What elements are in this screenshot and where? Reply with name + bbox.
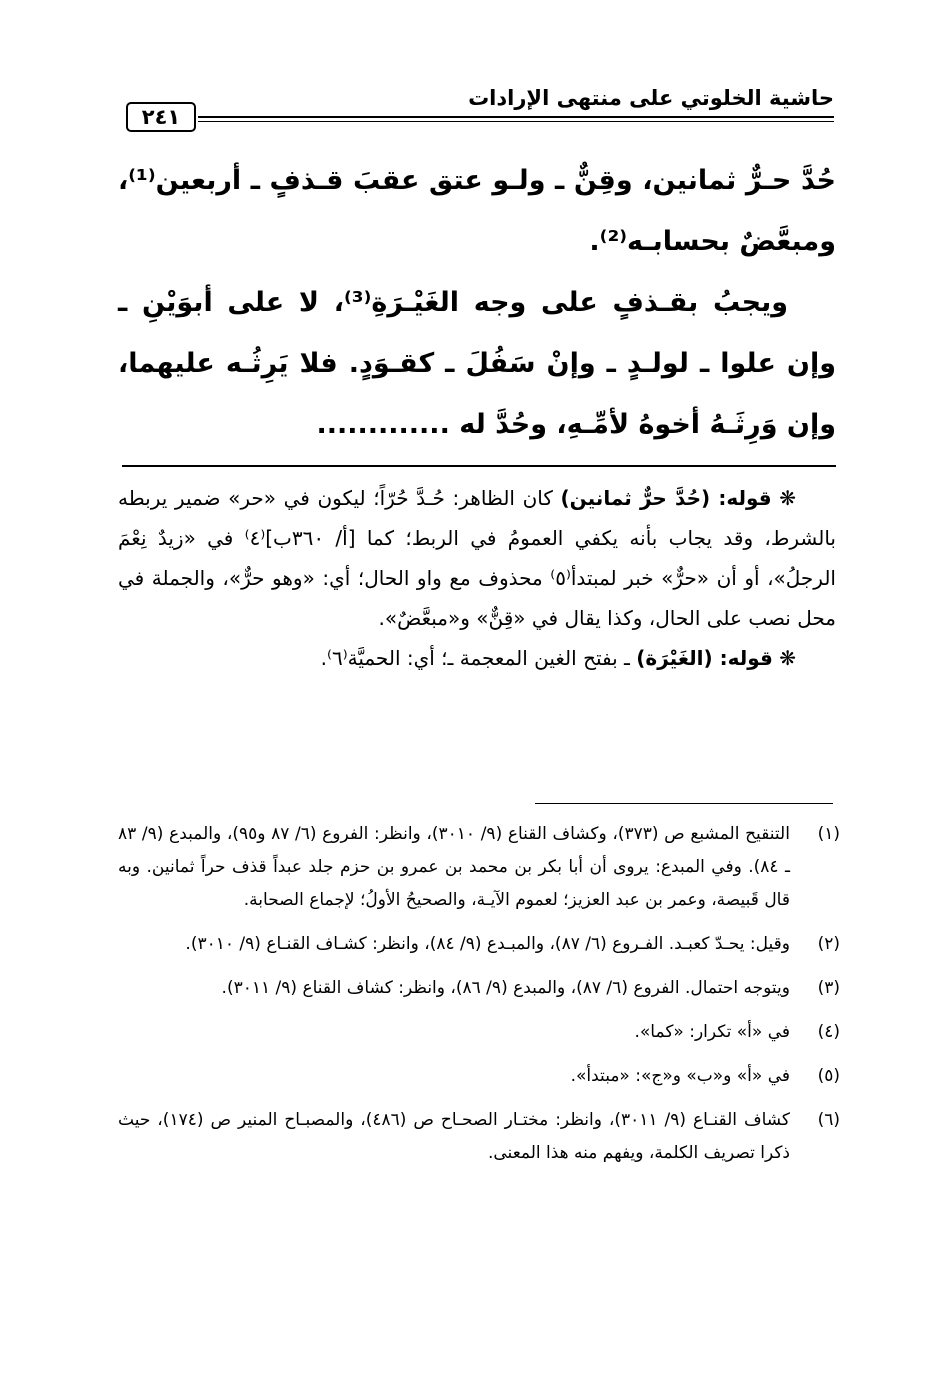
footnote-divider <box>535 803 833 804</box>
main-paragraph-2 <box>118 272 836 455</box>
footnote-number: (٦) <box>817 1110 840 1130</box>
footnote-text: وقيل: يحـدّ كعبـد. الفـروع (٦/ ٨٧)، والمبـدع (٩/ ٨٤)، وانظر: كشـاف القنـاع (٩/ ٣٠١٠). <box>185 934 790 954</box>
commentary-text-1: كان الظاهر: حُـدَّ حُرّاً؛ ليكون في «حر» ضمير يربطه بالشرط، وقد يجاب بأنه يكفي العمومُ في الربط؛ كما [أ/ ٣٦٠ب]⁽٤⁾ في «زيدٌ نِعْمَ الرجلُ»، أو أن «حرٌّ» خبر لمبتدأ⁽٥⁾ محذوف مع واو الحال؛ أي: «وهو حرٌّ»، والجملة في محل نصب على الحال، وكذا يقال في «قِنٌّ» و«مبعَّضٌ». <box>118 486 836 630</box>
footnote-text: ويتوجه احتمال. الفروع (٦/ ٨٧)، والمبدع (٩/ ٨٦)، وانظر: كشاف القناع (٩/ ٣٠١١). <box>221 978 790 998</box>
commentary-keyword-2: قوله: (الغَيْرَة) <box>636 646 773 670</box>
section-divider <box>122 465 836 467</box>
running-title: حاشية الخلوتي على منتهى الإرادات <box>468 86 834 110</box>
footnote-text: في «أ» و«ب» و«ج»: «مبتدأ». <box>570 1066 790 1086</box>
footnote-text: كشاف القنـاع (٩/ ٣٠١١)، وانظر: مختـار الصحـاح ص (٤٨٦)، والمصبـاح المنير ص (١٧٤)، حيث ذكرا تصريف الكلمة، ويفهم منه هذا المعنى. <box>118 1110 791 1163</box>
commentary-keyword-1: قوله: (حُدَّ حرٌّ ثمانين) <box>560 486 772 510</box>
footnote-number: (٤) <box>817 1022 840 1042</box>
star-icon: ❋ <box>779 486 796 510</box>
commentary-paragraph-1 <box>118 478 836 638</box>
footnote-number: (٢) <box>817 934 840 954</box>
footnote-number: (١) <box>817 824 840 844</box>
footnote-4 <box>118 1016 840 1049</box>
commentary-text-2: ـ بفتح الغين المعجمة ـ؛ أي: الحميَّة⁽٦⁾. <box>320 646 630 670</box>
main-text <box>118 150 836 455</box>
footnote-number: (٥) <box>817 1066 840 1086</box>
footnotes <box>118 818 840 1181</box>
footnote-6 <box>118 1104 840 1170</box>
commentary <box>118 478 836 678</box>
footnote-text: في «أ» تكرار: «كما». <box>634 1022 790 1042</box>
page-header <box>118 84 834 130</box>
footnote-5 <box>118 1060 840 1093</box>
footnote-3 <box>118 972 840 1005</box>
header-rule <box>198 116 834 118</box>
footnote-1 <box>118 818 840 917</box>
main-paragraph-1: حُدَّ حـرٌّ ثمانين، وقِنٌّ ـ ولـو عتق عقبَ قـذفٍ ـ أربعين⁽¹⁾، ومبعَّضٌ بحسابـه⁽²⁾. <box>118 165 836 257</box>
star-icon: ❋ <box>779 646 796 670</box>
main-paragraph-2-text: ويجبُ بقـذفٍ على وجه الغَيْـرَةِ⁽³⁾، لا على أبوَيْنِ ـ وإن علوا ـ لولـدٍ ـ وإنْ سَفُلَ ـ كقـوَدٍ. فلا يَرِثُـه عليهما، وإن وَرِثَـهُ أخوهُ لأمِّـهِ، وحُدَّ له <box>118 287 836 440</box>
dotted-leader: ............. <box>316 409 450 440</box>
footnote-number: (٣) <box>817 978 840 998</box>
footnote-text: التنقيح المشبع ص (٣٧٣)، وكشاف القناع (٩/ ٣٠١٠)، وانظر: الفروع (٦/ ٨٧ و٩٥)، والمبدع (٩/ ٨٣ ـ ٨٤). وفي المبدع: يروى أن أبا بكر بن محمد بن عمرو بن حزم جلد عبداً قذف حراً ثمانين. وبه قال قَبيصة، وعمر بن عبد العزيز؛ لعموم الآيـة، والصحيحُ الأولُ؛ لإجماع الصحابة. <box>118 824 790 910</box>
header-rule-thin <box>198 121 834 122</box>
commentary-paragraph-2 <box>118 638 836 678</box>
footnote-2 <box>118 928 840 961</box>
page-number: ٢٤١ <box>126 102 196 132</box>
